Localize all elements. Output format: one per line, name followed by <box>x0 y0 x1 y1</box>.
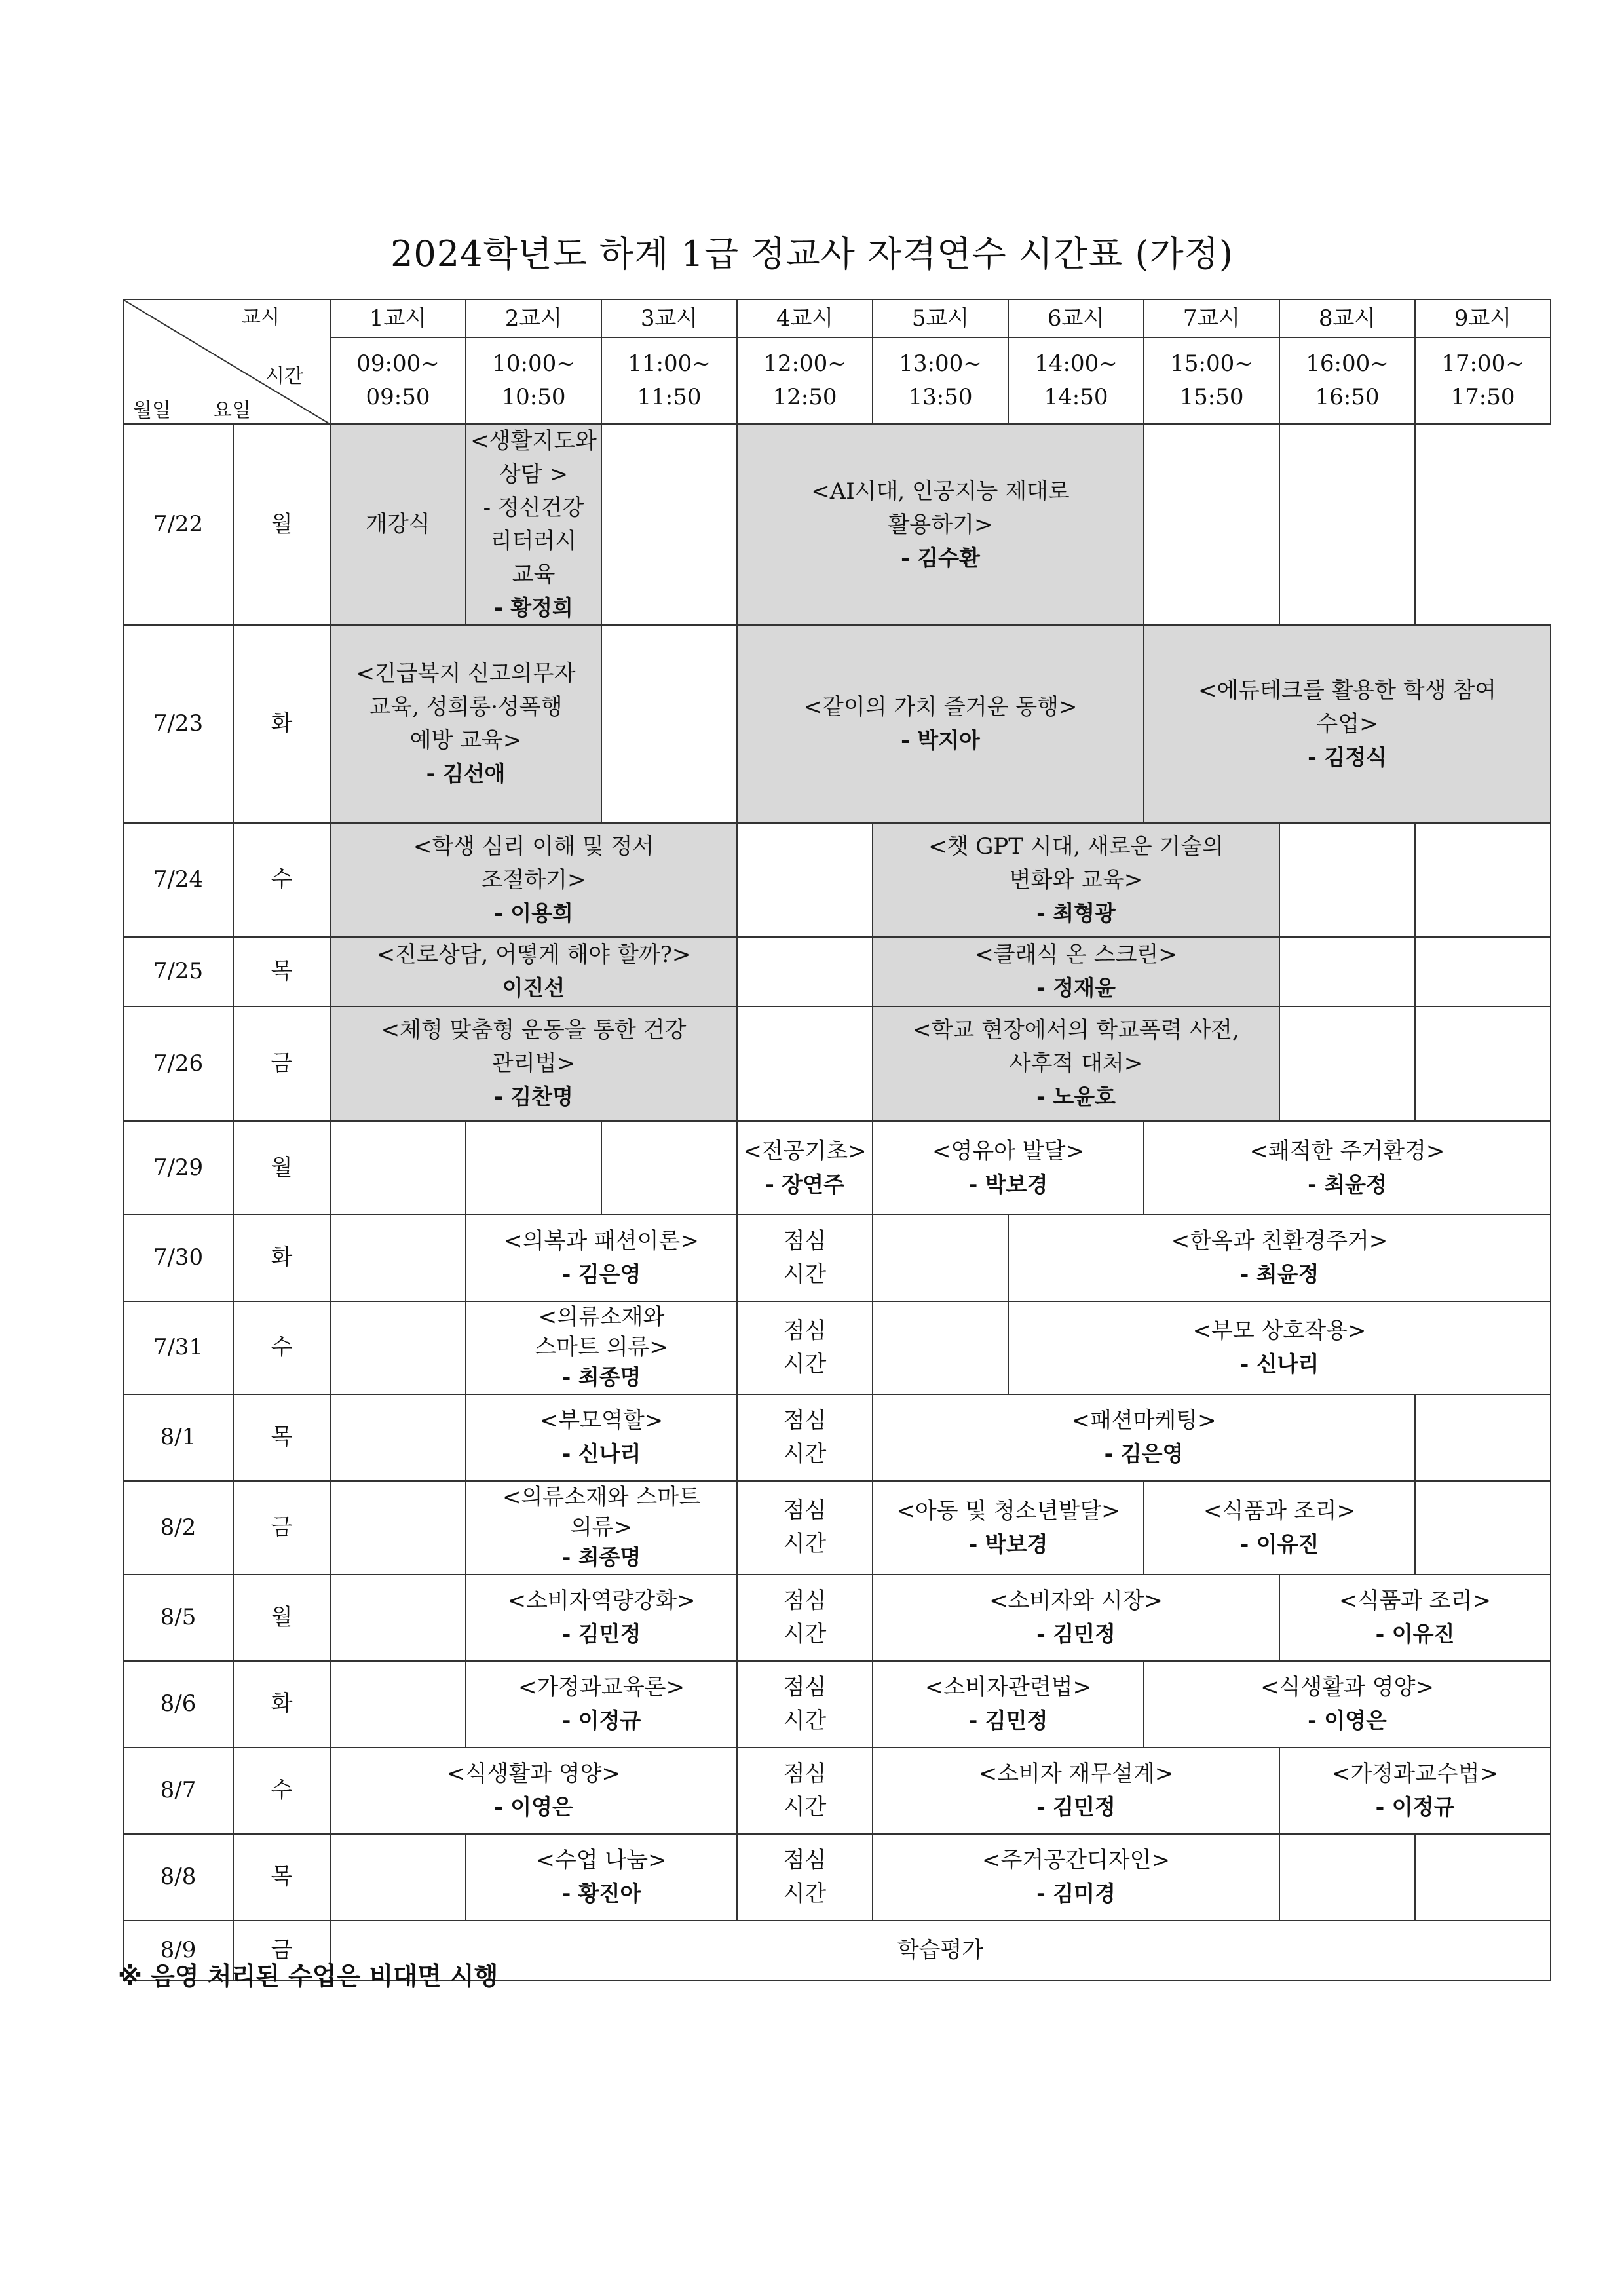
class-cell: <긴급복지 신고의무자 교육, 성희롱·성폭행 예방 교육> - 김선애 <box>330 625 601 823</box>
class-cell: <진로상담, 어떻게 해야 할까?> 이진선 <box>330 937 737 1006</box>
lunch-cell: 점심 시간 <box>737 1834 873 1921</box>
period-time: 12:00~ 12:50 <box>737 337 873 424</box>
day-cell: 금 <box>233 1006 330 1121</box>
footnote: ※ 음영 처리된 수업은 비대면 시행 <box>118 1962 499 1991</box>
timetable <box>123 299 1551 1981</box>
table-row <box>123 1661 1551 1748</box>
class-cell: <의류소재와 스마트 의류> - 최종명 <box>466 1301 737 1394</box>
empty-cell <box>330 1121 466 1215</box>
table-row <box>123 1394 1551 1481</box>
empty-cell <box>1415 1834 1551 1921</box>
period-time: 15:00~ 15:50 <box>1144 337 1279 424</box>
day-cell: 목 <box>233 1394 330 1481</box>
corner-time-label: 시간 <box>265 365 303 388</box>
table-row <box>123 424 1551 625</box>
lunch-cell: 점심 시간 <box>737 1481 873 1575</box>
date-cell: 8/8 <box>123 1834 233 1921</box>
date-cell: 8/5 <box>123 1575 233 1661</box>
date-cell: 7/30 <box>123 1215 233 1301</box>
date-cell: 7/24 <box>123 823 233 937</box>
class-cell: <같이의 가치 즐거운 동행> - 박지아 <box>737 625 1144 823</box>
date-cell: 7/23 <box>123 625 233 823</box>
table-row <box>123 1481 1551 1575</box>
class-cell: <생활지도와 상담 > - 정신건강 리터러시 교육 - 황정희 <box>466 424 601 625</box>
empty-cell <box>873 1301 1008 1394</box>
class-cell: <식품과 조리> - 이유진 <box>1279 1575 1551 1661</box>
period-name: 9교시 <box>1415 299 1551 337</box>
day-cell: 화 <box>233 625 330 823</box>
corner-day-label: 요일 <box>213 399 251 422</box>
period-name: 7교시 <box>1144 299 1279 337</box>
empty-cell <box>330 1301 466 1394</box>
class-cell: <의복과 패션이론> - 김은영 <box>466 1215 737 1301</box>
header-row <box>123 299 1551 337</box>
date-cell: 8/6 <box>123 1661 233 1748</box>
class-cell: <소비자와 시장> - 김민정 <box>873 1575 1279 1661</box>
day-cell: 월 <box>233 1575 330 1661</box>
page-title: 2024학년도 하계 1급 정교사 자격연수 시간표 (가정) <box>390 233 1234 275</box>
class-cell: <주거공간디자인> - 김미경 <box>873 1834 1279 1921</box>
period-name: 4교시 <box>737 299 873 337</box>
class-cell: <식생활과 영양> - 이영은 <box>330 1748 737 1834</box>
class-cell: <소비자역량강화> - 김민정 <box>466 1575 737 1661</box>
period-time: 17:00~ 17:50 <box>1415 337 1551 424</box>
period-name: 8교시 <box>1279 299 1415 337</box>
corner-date-label: 월일 <box>133 399 171 422</box>
period-time: 11:00~ 11:50 <box>601 337 737 424</box>
class-cell: <소비자관련법> - 김민정 <box>873 1661 1144 1748</box>
empty-cell <box>330 1834 466 1921</box>
table-row <box>123 1301 1551 1394</box>
day-cell: 금 <box>233 1921 330 1981</box>
lunch-cell: 점심 시간 <box>737 1394 873 1481</box>
period-time: 10:00~ 10:50 <box>466 337 601 424</box>
class-cell: <아동 및 청소년발달> - 박보경 <box>873 1481 1144 1575</box>
corner-period-label: 교시 <box>242 306 280 329</box>
class-cell: <체형 맞춤형 운동을 통한 건강 관리법> - 김찬명 <box>330 1006 737 1121</box>
class-cell: <수업 나눔> - 황진아 <box>466 1834 737 1921</box>
empty-cell <box>1415 1481 1551 1575</box>
class-cell: <한옥과 친환경주거> - 최윤정 <box>1008 1215 1551 1301</box>
table-row <box>123 1006 1551 1121</box>
class-cell: 개강식 <box>330 424 466 625</box>
table-row <box>123 625 1551 823</box>
lunch-cell: 점심 시간 <box>737 1301 873 1394</box>
class-cell: <전공기초> - 장연주 <box>737 1121 873 1215</box>
class-cell: <소비자 재무설계> - 김민정 <box>873 1748 1279 1834</box>
empty-cell <box>737 823 873 937</box>
period-name: 5교시 <box>873 299 1008 337</box>
lunch-cell: 점심 시간 <box>737 1661 873 1748</box>
day-cell: 목 <box>233 1834 330 1921</box>
date-cell: 8/9 <box>123 1921 233 1981</box>
day-cell: 월 <box>233 1121 330 1215</box>
class-cell: 학습평가 <box>330 1921 1551 1981</box>
header-time-row <box>123 337 1551 424</box>
day-cell: 화 <box>233 1661 330 1748</box>
date-cell: 8/2 <box>123 1481 233 1575</box>
day-cell: 수 <box>233 1748 330 1834</box>
table-row <box>123 1215 1551 1301</box>
empty-cell <box>330 1394 466 1481</box>
date-cell: 8/7 <box>123 1748 233 1834</box>
day-cell: 수 <box>233 823 330 937</box>
class-cell: <식품과 조리> - 이유진 <box>1144 1481 1415 1575</box>
class-cell: <AI시대, 인공지능 제대로 활용하기> - 김수환 <box>737 424 1144 625</box>
empty-cell <box>737 937 873 1006</box>
empty-cell <box>330 1215 466 1301</box>
day-cell: 화 <box>233 1215 330 1301</box>
empty-cell <box>1415 1394 1551 1481</box>
class-cell: <에듀테크를 활용한 학생 참여 수업> - 김정식 <box>1144 625 1551 823</box>
empty-cell <box>330 1661 466 1748</box>
period-name: 6교시 <box>1008 299 1144 337</box>
empty-cell <box>1144 424 1279 625</box>
date-cell: 8/1 <box>123 1394 233 1481</box>
empty-cell <box>1279 424 1415 625</box>
empty-cell <box>1279 1006 1415 1121</box>
class-cell: <쾌적한 주거환경> - 최윤정 <box>1144 1121 1551 1215</box>
table-row <box>123 1748 1551 1834</box>
table-row <box>123 1121 1551 1215</box>
period-time: 16:00~ 16:50 <box>1279 337 1415 424</box>
table-row <box>123 823 1551 937</box>
period-name: 1교시 <box>330 299 466 337</box>
class-cell: <학생 심리 이해 및 정서 조절하기> - 이용희 <box>330 823 737 937</box>
class-cell: <영유아 발달> - 박보경 <box>873 1121 1144 1215</box>
date-cell: 7/29 <box>123 1121 233 1215</box>
empty-cell <box>1279 823 1415 937</box>
period-time: 09:00~ 09:50 <box>330 337 466 424</box>
date-cell: 7/26 <box>123 1006 233 1121</box>
period-name: 2교시 <box>466 299 601 337</box>
class-cell: <의류소재와 스마트 의류> - 최종명 <box>466 1481 737 1575</box>
class-cell: <부모역할> - 신나리 <box>466 1394 737 1481</box>
empty-cell <box>601 424 737 625</box>
table-row <box>123 1575 1551 1661</box>
empty-cell <box>330 1575 466 1661</box>
class-cell: <클래식 온 스크린> - 정재윤 <box>873 937 1279 1006</box>
period-time: 14:00~ 14:50 <box>1008 337 1144 424</box>
table-row <box>123 1834 1551 1921</box>
empty-cell <box>601 625 737 823</box>
empty-cell <box>601 1121 737 1215</box>
lunch-cell: 점심 시간 <box>737 1575 873 1661</box>
empty-cell <box>1415 1006 1551 1121</box>
class-cell: <챗 GPT 시대, 새로운 기술의 변화와 교육> - 최형광 <box>873 823 1279 937</box>
date-cell: 7/25 <box>123 937 233 1006</box>
class-cell: <학교 현장에서의 학교폭력 사전, 사후적 대처> - 노윤호 <box>873 1006 1279 1121</box>
class-cell: <가정과교육론> - 이정규 <box>466 1661 737 1748</box>
class-cell: <가정과교수법> - 이정규 <box>1279 1748 1551 1834</box>
lunch-cell: 점심 시간 <box>737 1215 873 1301</box>
class-cell: <식생활과 영양> - 이영은 <box>1144 1661 1551 1748</box>
class-cell: <부모 상호작용> - 신나리 <box>1008 1301 1551 1394</box>
day-cell: 수 <box>233 1301 330 1394</box>
table-row <box>123 937 1551 1006</box>
empty-cell <box>466 1121 601 1215</box>
empty-cell <box>1279 1834 1415 1921</box>
lunch-cell: 점심 시간 <box>737 1748 873 1834</box>
period-time: 13:00~ 13:50 <box>873 337 1008 424</box>
empty-cell <box>873 1215 1008 1301</box>
day-cell: 금 <box>233 1481 330 1575</box>
day-cell: 월 <box>233 424 330 625</box>
empty-cell <box>330 1481 466 1575</box>
empty-cell <box>737 1006 873 1121</box>
date-cell: 7/31 <box>123 1301 233 1394</box>
empty-cell <box>1279 937 1415 1006</box>
day-cell: 목 <box>233 937 330 1006</box>
empty-cell <box>1415 937 1551 1006</box>
date-cell: 7/22 <box>123 424 233 625</box>
period-name: 3교시 <box>601 299 737 337</box>
class-cell: <패션마케팅> - 김은영 <box>873 1394 1415 1481</box>
empty-cell <box>1415 823 1551 937</box>
header-corner <box>123 299 330 424</box>
